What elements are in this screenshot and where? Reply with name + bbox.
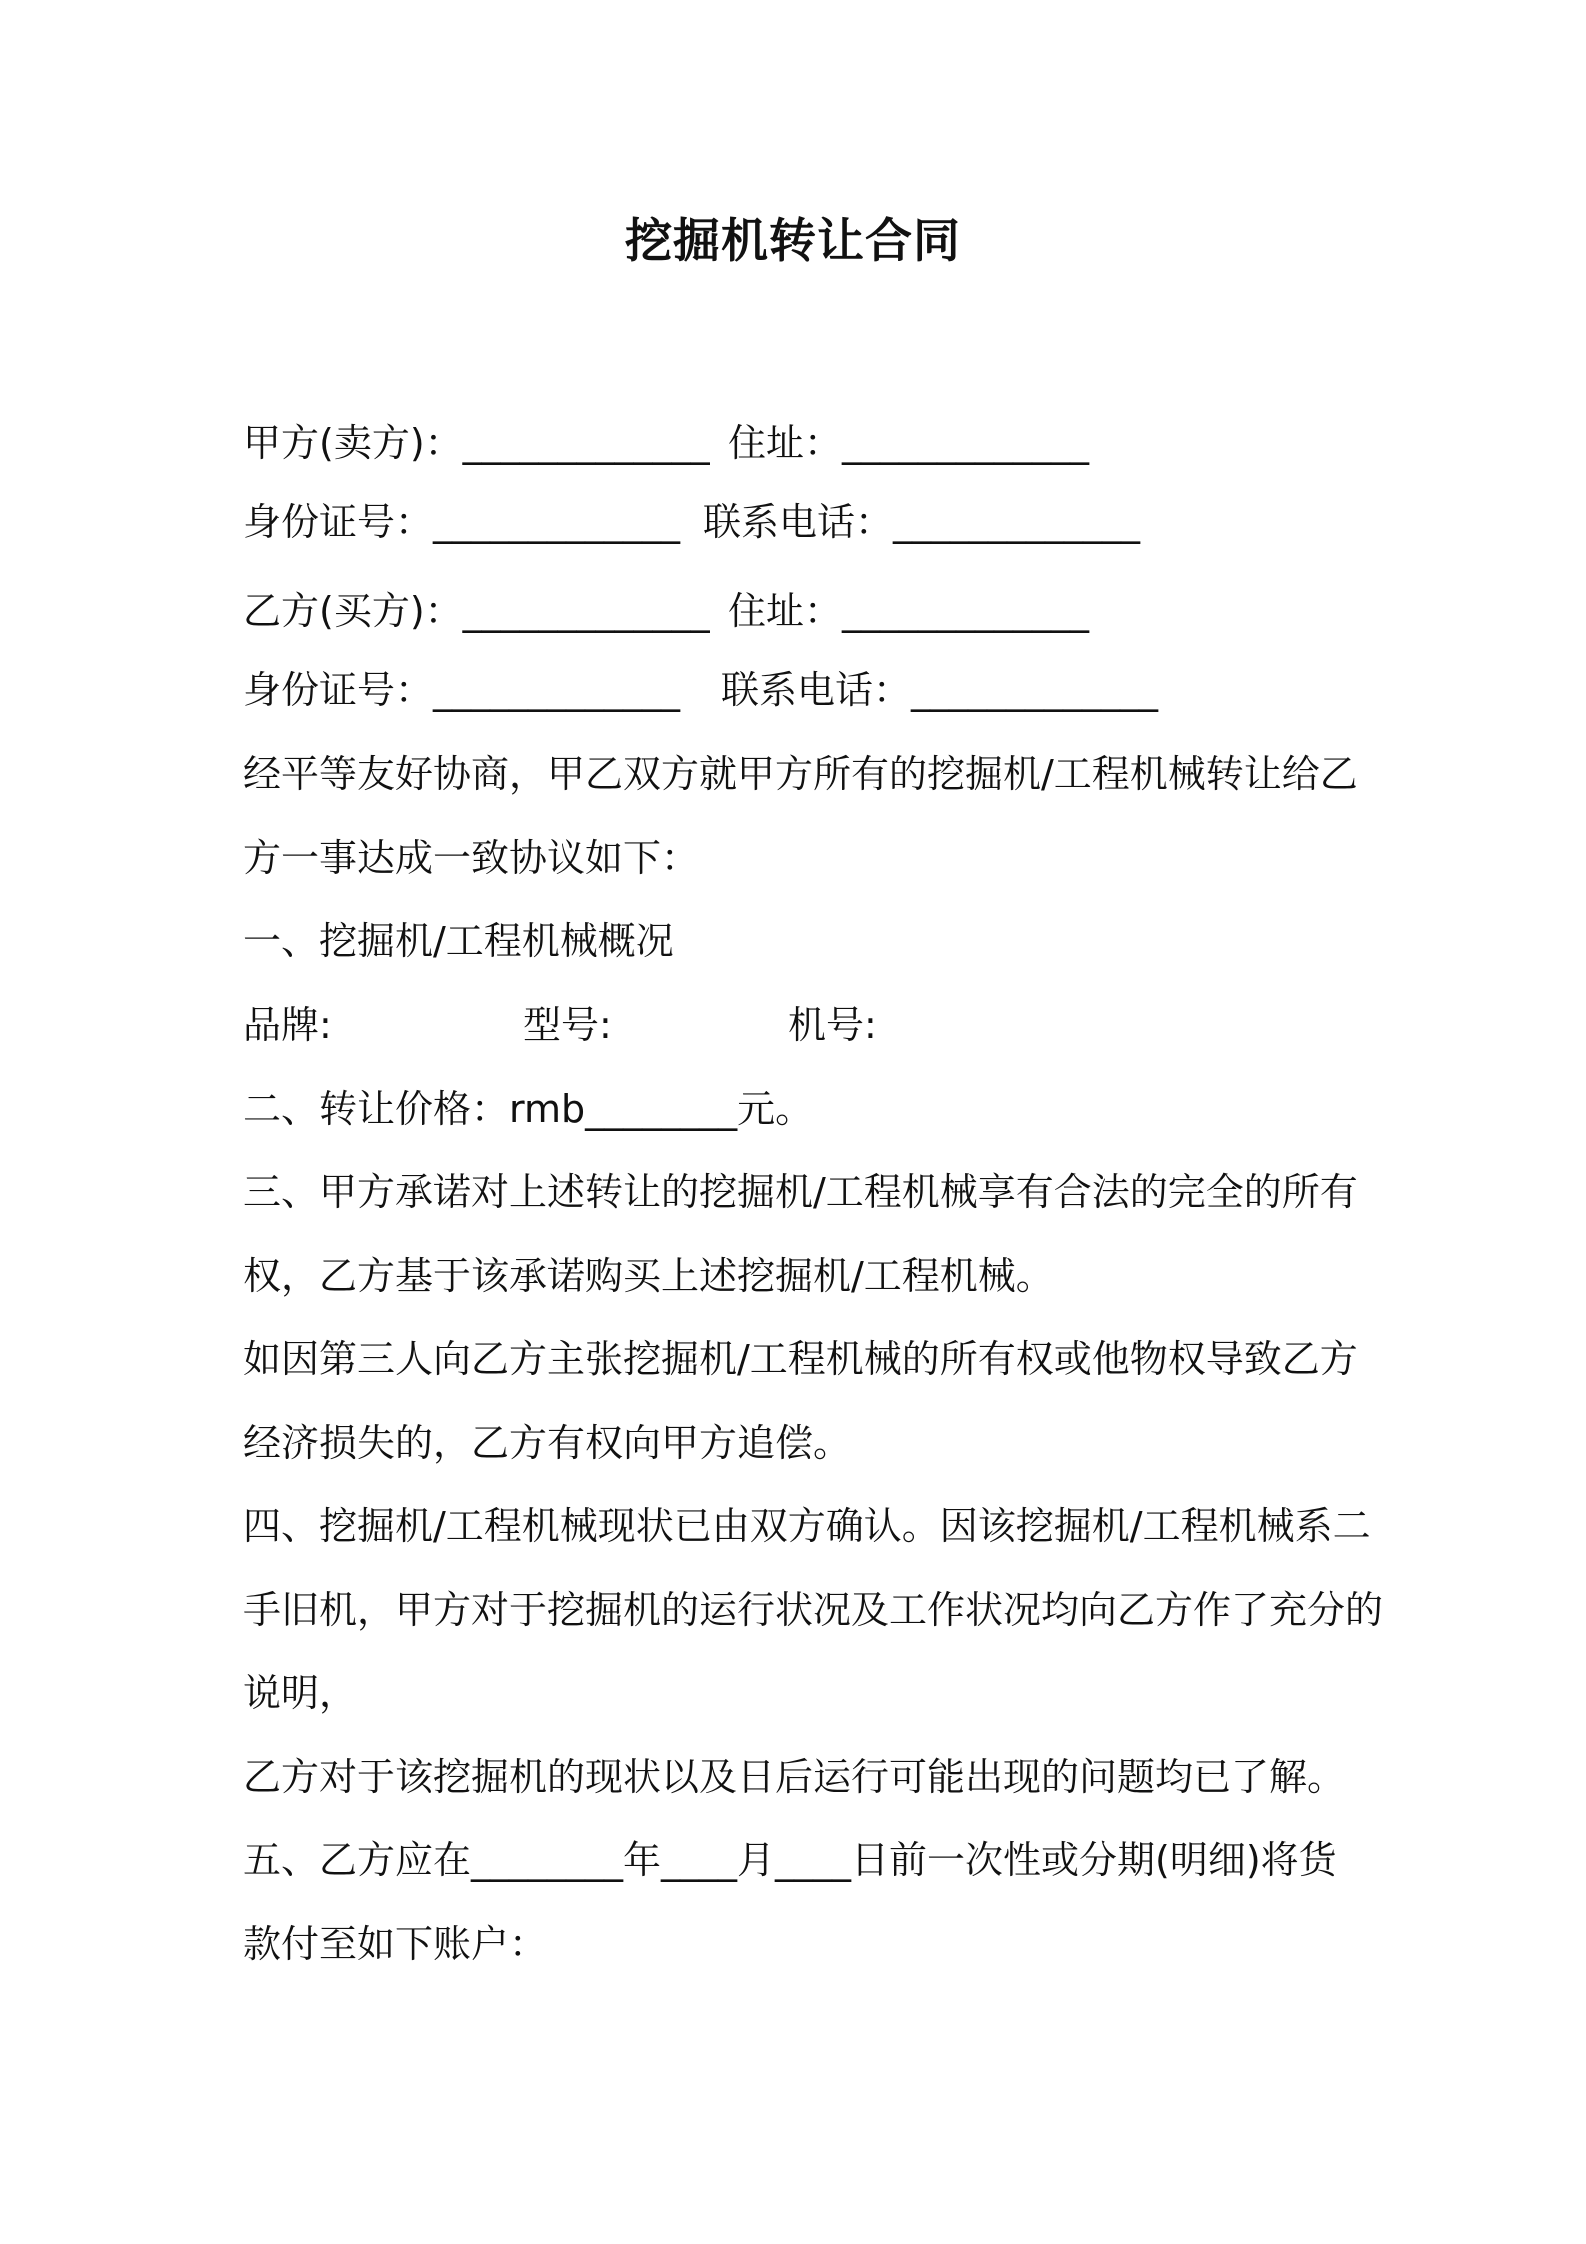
section-5-line-2: 款付至如下账户：: [243, 1922, 548, 1966]
section-3-line-4: 经济损失的，乙方有权向甲方追偿。: [243, 1421, 852, 1465]
section-4-line-1: 四、挖掘机/工程机械现状已由双方确认。因该挖掘机/工程机械系二: [243, 1504, 1371, 1548]
intro-paragraph-line-1: 经平等友好协商，甲乙双方就甲方所有的挖掘机/工程机械转让给乙: [243, 752, 1358, 796]
section-4-line-3: 说明，: [243, 1671, 358, 1715]
section-5-line-1: 五、乙方应在________年____月____日前一次性或分期(明细)将货: [243, 1838, 1337, 1882]
section-4-line-4: 乙方对于该挖掘机的现状以及日后运行可能出现的问题均已了解。: [243, 1755, 1346, 1799]
party-a-id-field: 身份证号：_____________: [243, 500, 681, 544]
party-a-phone-field: 联系电话：_____________: [703, 500, 1141, 544]
section-3-line-2: 权，乙方基于该承诺购买上述挖掘机/工程机械。: [243, 1254, 1054, 1298]
document-title: 挖掘机转让合同: [625, 214, 961, 269]
section-4-line-2: 手旧机，甲方对于挖掘机的运行状况及工作状况均向乙方作了充分的: [243, 1588, 1384, 1632]
party-a-name-field: 甲方(卖方)：_____________: [243, 421, 710, 465]
section-1-heading: 一、挖掘机/工程机械概况: [243, 919, 674, 963]
section-3-line-3: 如因第三人向乙方主张挖掘机/工程机械的所有权或他物权导致乙方: [243, 1337, 1358, 1381]
brand-label: 品牌:: [243, 1003, 332, 1047]
section-3-line-1: 三、甲方承诺对上述转让的挖掘机/工程机械享有合法的完全的所有: [243, 1170, 1358, 1214]
machine-number-label: 机号:: [788, 1003, 877, 1047]
intro-paragraph-line-2: 方一事达成一致协议如下：: [243, 836, 700, 880]
party-b-phone-field: 联系电话：_____________: [721, 668, 1159, 712]
party-b-name-field: 乙方(买方)：_____________: [243, 589, 710, 633]
party-a-address-field: 住址：_____________: [728, 421, 1090, 465]
party-b-id-field: 身份证号：_____________: [243, 668, 681, 712]
model-label: 型号:: [523, 1003, 612, 1047]
section-2-price: 二、转让价格：rmb________元。: [243, 1087, 814, 1131]
party-b-address-field: 住址：_____________: [728, 589, 1090, 633]
